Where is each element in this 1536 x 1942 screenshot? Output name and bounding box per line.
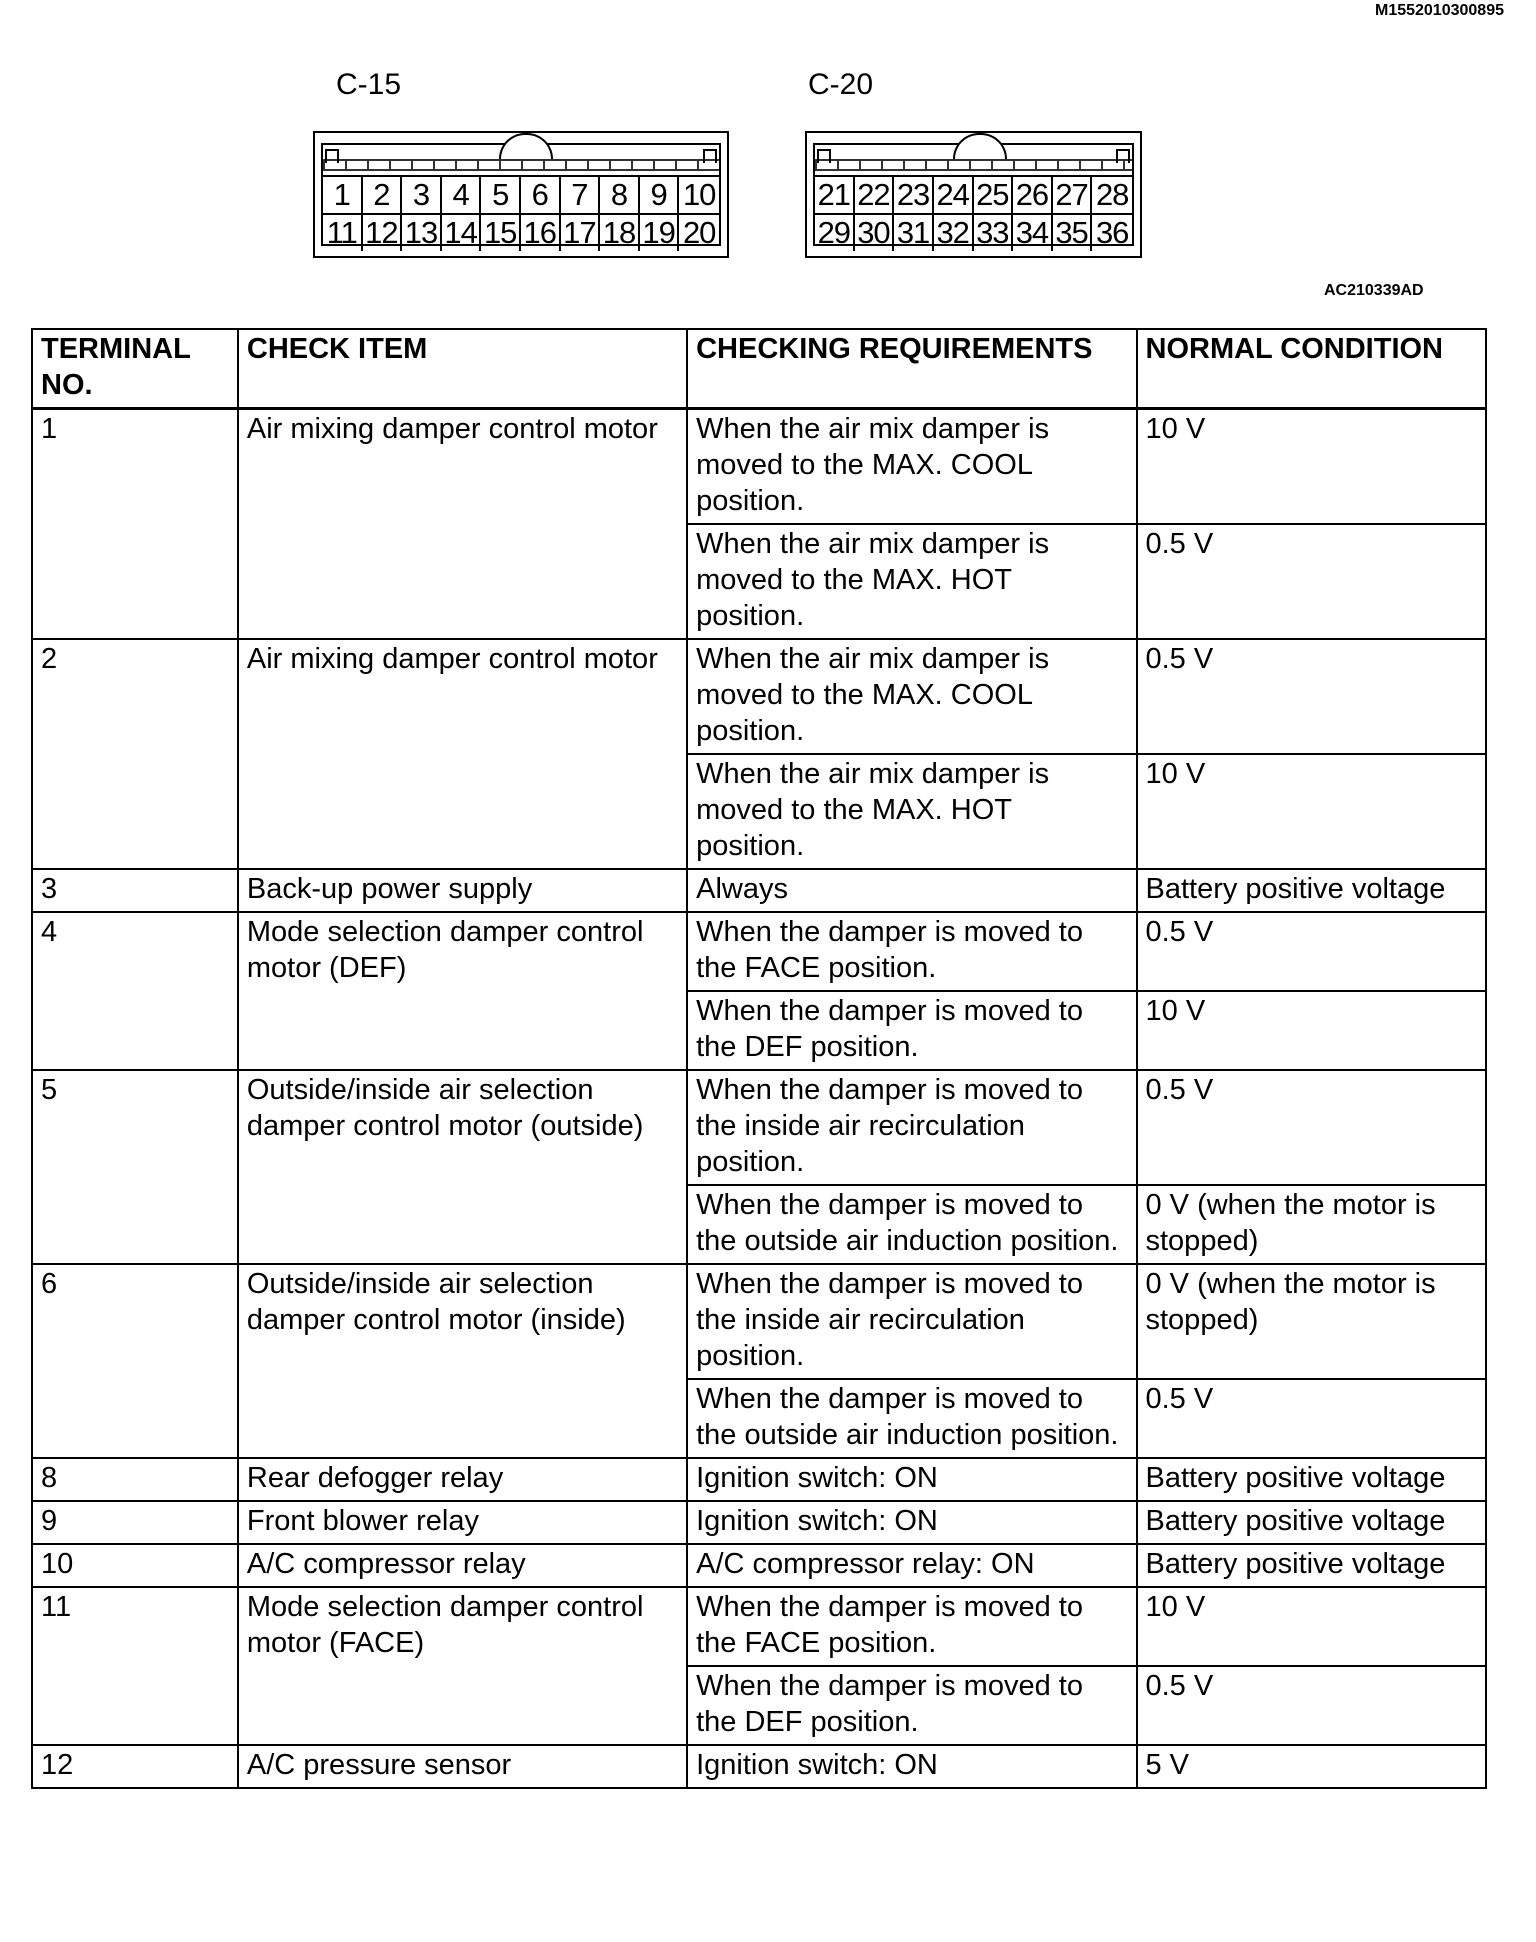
connector-pin: 28: [1092, 175, 1132, 213]
table-row: [32, 1070, 1486, 1185]
connector-pin: 23: [894, 175, 934, 213]
terminal-number-cell: 4: [32, 912, 238, 1070]
connector-pin: 13: [402, 213, 442, 251]
checking-requirement-cell: A/C compressor relay: ON: [687, 1544, 1136, 1587]
checking-requirement-cell: Ignition switch: ON: [687, 1501, 1136, 1544]
connector-pin: 22: [855, 175, 895, 213]
connector-pin: 16: [521, 213, 561, 251]
normal-condition-cell: 0.5 V: [1137, 1379, 1487, 1458]
check-item-cell: Air mixing damper control motor: [238, 639, 687, 869]
check-item-cell: Mode selection damper control motor (FACE): [238, 1587, 687, 1745]
normal-condition-cell: 0.5 V: [1137, 639, 1487, 754]
checking-requirement-cell: When the damper is moved to the DEF position.: [687, 1666, 1136, 1745]
normal-condition-cell: 10 V: [1137, 754, 1487, 869]
connector-pin: 2: [363, 175, 403, 213]
terminal-number-cell: 12: [32, 1745, 238, 1788]
connector-pin: 17: [561, 213, 601, 251]
connector-c20-pins: [815, 175, 1132, 250]
connector-pin: 3: [402, 175, 442, 213]
normal-condition-cell: 10 V: [1137, 991, 1487, 1070]
terminal-number-cell: 9: [32, 1501, 238, 1544]
normal-condition-cell: 0.5 V: [1137, 1666, 1487, 1745]
header-checking-requirements: CHECKING REQUIREMENTS: [687, 329, 1136, 409]
checking-requirement-cell: Ignition switch: ON: [687, 1458, 1136, 1501]
checking-requirement-cell: When the damper is moved to the inside air recirculation position.: [687, 1070, 1136, 1185]
normal-condition-cell: 10 V: [1137, 409, 1487, 525]
normal-condition-cell: Battery positive voltage: [1137, 1544, 1487, 1587]
table-row: [32, 1745, 1486, 1788]
check-item-cell: Mode selection damper control motor (DEF): [238, 912, 687, 1070]
connector-pin: 29: [815, 213, 855, 251]
normal-condition-cell: 5 V: [1137, 1745, 1487, 1788]
terminal-number-cell: 8: [32, 1458, 238, 1501]
table-row: [32, 1587, 1486, 1666]
connector-pin: 5: [481, 175, 521, 213]
checking-requirement-cell: When the damper is moved to the FACE position.: [687, 1587, 1136, 1666]
table-row: [32, 912, 1486, 991]
normal-condition-cell: 0.5 V: [1137, 524, 1487, 639]
figure-code: AC210339AD: [1324, 282, 1424, 299]
table-row: [32, 639, 1486, 754]
checking-requirement-cell: When the air mix damper is moved to the MAX. HOT position.: [687, 524, 1136, 639]
connector-pin: 32: [934, 213, 974, 251]
connector-pin: 25: [974, 175, 1014, 213]
connector-c20-label: C-20: [808, 68, 874, 101]
checking-requirement-cell: When the damper is moved to the inside air recirculation position.: [687, 1264, 1136, 1379]
check-item-cell: Rear defogger relay: [238, 1458, 687, 1501]
terminal-number-cell: 5: [32, 1070, 238, 1264]
connector-pin: 26: [1013, 175, 1053, 213]
connector-pin: 6: [521, 175, 561, 213]
header-check-item: CHECK ITEM: [238, 329, 687, 409]
checking-requirement-cell: When the damper is moved to the outside air induction position.: [687, 1379, 1136, 1458]
connector-pin: 18: [600, 213, 640, 251]
header-terminal-no: TERMINAL NO.: [32, 329, 238, 409]
check-item-cell: Air mixing damper control motor: [238, 409, 687, 640]
connector-pin: 35: [1053, 213, 1093, 251]
connector-pin: 7: [561, 175, 601, 213]
normal-condition-cell: Battery positive voltage: [1137, 1501, 1487, 1544]
normal-condition-cell: 0 V (when the motor is stopped): [1137, 1264, 1487, 1379]
connector-pin: 20: [679, 213, 719, 251]
terminal-number-cell: 1: [32, 409, 238, 640]
connector-pin: 11: [323, 213, 363, 251]
connector-pin: 9: [640, 175, 680, 213]
terminal-number-cell: 10: [32, 1544, 238, 1587]
terminal-number-cell: 2: [32, 639, 238, 869]
checking-requirement-cell: Always: [687, 869, 1136, 912]
document-code: M1552010300895: [1374, 2, 1504, 19]
connector-c15-label: C-15: [336, 68, 402, 101]
checking-requirement-cell: When the air mix damper is moved to the MAX. COOL position.: [687, 409, 1136, 525]
connector-pin: 1: [323, 175, 363, 213]
connector-c15-diagram: [313, 131, 729, 258]
connector-pin: 15: [481, 213, 521, 251]
connector-pin: 36: [1092, 213, 1132, 251]
checking-requirement-cell: When the damper is moved to the DEF position.: [687, 991, 1136, 1070]
terminal-number-cell: 6: [32, 1264, 238, 1458]
connector-pin: 4: [442, 175, 482, 213]
table-row: [32, 1458, 1486, 1501]
table-row: [32, 1544, 1486, 1587]
connector-pin: 27: [1053, 175, 1093, 213]
check-item-cell: Outside/inside air selection damper control motor (inside): [238, 1264, 687, 1458]
check-item-cell: Outside/inside air selection damper control motor (outside): [238, 1070, 687, 1264]
table-row: [32, 869, 1486, 912]
connector-pin: 30: [855, 213, 895, 251]
terminal-check-table: [31, 328, 1487, 1789]
header-normal-condition: NORMAL CONDITION: [1137, 329, 1487, 409]
checking-requirement-cell: When the damper is moved to the outside air induction position.: [687, 1185, 1136, 1264]
connector-pin: 31: [894, 213, 934, 251]
normal-condition-cell: Battery positive voltage: [1137, 869, 1487, 912]
connector-pin: 14: [442, 213, 482, 251]
check-item-cell: Back-up power supply: [238, 869, 687, 912]
terminal-number-cell: 3: [32, 869, 238, 912]
checking-requirement-cell: When the damper is moved to the FACE position.: [687, 912, 1136, 991]
connector-pin: 33: [974, 213, 1014, 251]
connector-pin: 10: [679, 175, 719, 213]
table-header-row: [32, 329, 1486, 409]
connector-pin: 21: [815, 175, 855, 213]
normal-condition-cell: 0.5 V: [1137, 1070, 1487, 1185]
checking-requirement-cell: When the air mix damper is moved to the MAX. COOL position.: [687, 639, 1136, 754]
connector-pin: 34: [1013, 213, 1053, 251]
connector-c15-pins: [323, 175, 719, 250]
connector-c20-diagram: [805, 131, 1142, 258]
connector-pin: 19: [640, 213, 680, 251]
check-item-cell: Front blower relay: [238, 1501, 687, 1544]
check-item-cell: A/C compressor relay: [238, 1544, 687, 1587]
normal-condition-cell: 0.5 V: [1137, 912, 1487, 991]
table-row: [32, 1264, 1486, 1379]
check-item-cell: A/C pressure sensor: [238, 1745, 687, 1788]
normal-condition-cell: Battery positive voltage: [1137, 1458, 1487, 1501]
connector-pin: 24: [934, 175, 974, 213]
normal-condition-cell: 0 V (when the motor is stopped): [1137, 1185, 1487, 1264]
terminal-number-cell: 11: [32, 1587, 238, 1745]
table-body: [32, 409, 1486, 1789]
normal-condition-cell: 10 V: [1137, 1587, 1487, 1666]
checking-requirement-cell: Ignition switch: ON: [687, 1745, 1136, 1788]
connector-pin: 8: [600, 175, 640, 213]
connector-pin: 12: [363, 213, 403, 251]
table-row: [32, 409, 1486, 525]
table-row: [32, 1501, 1486, 1544]
checking-requirement-cell: When the air mix damper is moved to the MAX. HOT position.: [687, 754, 1136, 869]
